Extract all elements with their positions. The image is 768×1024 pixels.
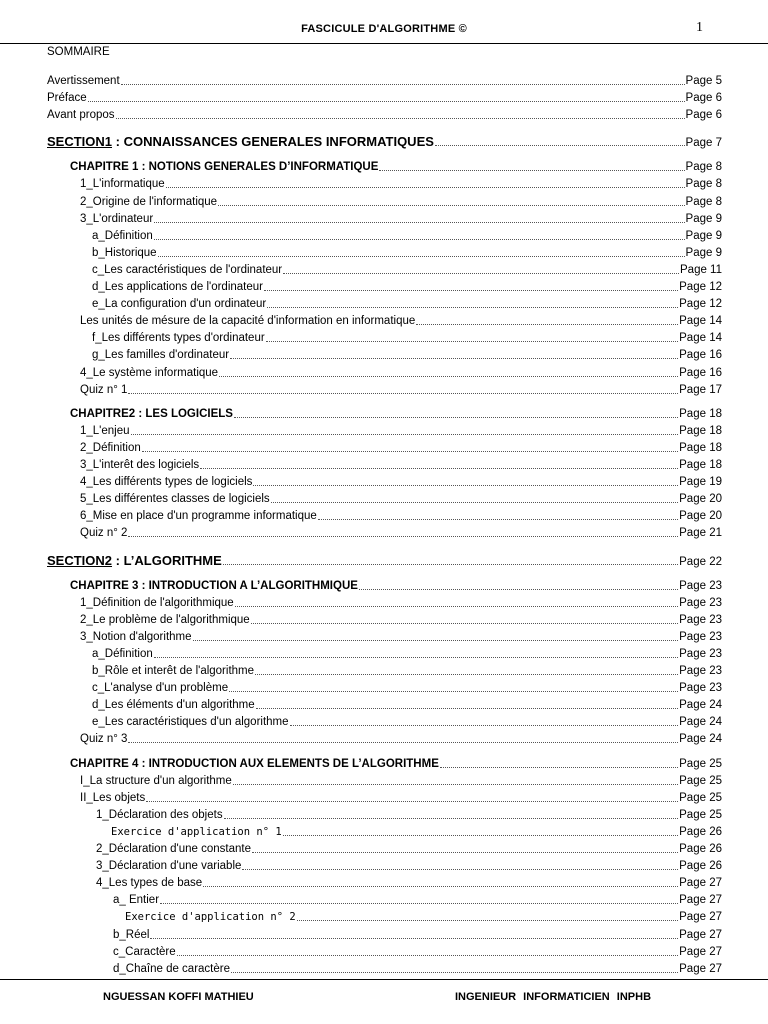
dot-leader [283, 825, 678, 836]
toc-entry-label: a_Définition [92, 647, 153, 660]
toc-entry [92, 714, 722, 730]
toc-entry [70, 756, 722, 772]
toc-entry [80, 508, 722, 524]
toc-entry-page: Page 9 [685, 246, 722, 259]
toc-entry-label: 1_L'informatique [80, 178, 165, 191]
toc-entry-page: Page 27 [679, 911, 722, 924]
toc-entry [70, 406, 722, 422]
toc-entry-label: 4_Les différents types de logiciels [80, 476, 253, 489]
toc-entry [113, 892, 722, 908]
toc-entry-page: Page 16 [679, 349, 722, 362]
dot-leader [128, 732, 678, 743]
dot-leader [267, 297, 678, 308]
toc-entry-label: CHAPITRE2 : LES LOGICIELS [70, 407, 233, 420]
toc-entry [113, 944, 722, 960]
toc-entry [80, 211, 722, 227]
toc-entry-page: Page 8 [685, 195, 722, 208]
toc-entry-label: Avant propos [47, 109, 115, 122]
page-number: 1 [696, 20, 703, 35]
toc-entry-label: 4_Le système informatique [80, 366, 219, 379]
toc-entry-label: CHAPITRE 3 : INTRODUCTION A L’ALGORITHMIQUE [70, 579, 358, 592]
toc-entry-page: Page 21 [679, 527, 722, 540]
toc-entry [80, 790, 722, 806]
toc-entry [80, 440, 722, 456]
toc-entry-label: a_Définition [92, 229, 153, 242]
toc-entry-page: Page 25 [679, 774, 722, 787]
section-number: SECTION2 [47, 552, 113, 568]
toc-entry [70, 159, 722, 175]
toc-entry-page: Page 23 [679, 665, 722, 677]
dot-leader [252, 842, 678, 853]
dot-leader [88, 91, 685, 102]
dot-leader [290, 715, 679, 726]
toc-entry [80, 194, 722, 210]
toc-entry-label: 1_Définition de l'algorithmique [80, 596, 234, 609]
toc-entry [96, 875, 722, 891]
toc-entry [92, 680, 722, 696]
document-title: FASCICULE D'ALGORITHME © [301, 23, 467, 35]
toc-entry [92, 279, 722, 295]
dot-leader [251, 613, 678, 624]
footer-rule [0, 979, 768, 980]
toc-entry [80, 457, 722, 473]
dot-leader [379, 160, 684, 171]
toc-entry [80, 612, 722, 628]
toc-entry-label: b_Historique [92, 246, 157, 259]
toc-entry-page: Page 23 [679, 613, 722, 626]
toc-entry-page: Page 18 [679, 441, 722, 454]
toc-entry-label: d_Chaîne de caractère [113, 962, 230, 975]
toc-entry-page: Page 19 [679, 476, 722, 489]
toc-entry-page: Page 8 [685, 178, 722, 191]
dot-leader [297, 910, 678, 921]
toc-entry [47, 553, 722, 569]
dot-leader [200, 458, 678, 469]
toc-entry-label: Exercice d'application n° 2 [125, 911, 296, 924]
toc-entry-page: Page 14 [679, 332, 722, 345]
toc-entry-label: 4_Les types de base [96, 877, 203, 890]
toc-entry-label: Préface [47, 92, 87, 105]
toc-entry-label: e_La configuration d'un ordinateur [92, 298, 267, 311]
header-rule [0, 43, 768, 44]
toc-entry-label: 2_Le problème de l'algorithmique [80, 613, 250, 626]
toc-entry-page: Page 20 [679, 493, 722, 506]
dot-leader [154, 212, 684, 223]
toc-entry-page: Page 18 [679, 407, 722, 420]
toc-entry-page: Page 27 [679, 894, 722, 907]
dot-leader [242, 859, 678, 870]
dot-leader [158, 246, 685, 257]
dot-leader [253, 475, 678, 486]
toc-entry-label: f_Les différents types d'ordinateur [92, 332, 265, 345]
dot-leader [230, 348, 678, 359]
toc-entry-label: Avertissement [47, 75, 120, 87]
toc-entry-page: Page 7 [685, 137, 722, 150]
toc-entry-page: Page 27 [679, 877, 722, 890]
toc-entry-page: Page 12 [679, 298, 722, 311]
toc-entry [47, 134, 722, 150]
toc-entry [47, 73, 722, 89]
toc-entry-page: Page 27 [679, 962, 722, 975]
toc-entry [80, 382, 722, 398]
toc-entry-label: 3_L'ordinateur [80, 212, 154, 225]
dot-leader [131, 424, 679, 435]
dot-leader [318, 509, 678, 520]
toc-entry [92, 646, 722, 662]
toc-entry-label: 3_L'interêt des logiciels [80, 459, 200, 471]
toc-entry-label: 5_Les différentes classes de logiciels [80, 493, 270, 506]
dot-leader [146, 791, 678, 802]
dot-leader [142, 441, 678, 452]
toc-entry-label: d_Les applications de l'ordinateur [92, 281, 263, 293]
toc-entry-page: Page 22 [679, 555, 722, 568]
toc-entry-label: c_Caractère [113, 945, 176, 958]
toc-entry-label: d_Les éléments d'un algorithme [92, 699, 255, 712]
toc-entry-label: SECTION1 : CONNAISSANCES GENERALES INFORMATIQUES [47, 134, 434, 150]
toc-entry-label: 2_Déclaration d'une constante [96, 843, 251, 855]
dot-leader [150, 928, 678, 939]
toc-entry-page: Page 26 [679, 860, 722, 873]
toc-entry-page: Page 9 [685, 212, 722, 225]
dot-leader [193, 630, 679, 641]
dot-leader [224, 808, 679, 819]
toc-entry-label: e_Les caractéristiques d'un algorithme [92, 716, 289, 729]
dot-leader [359, 579, 678, 590]
toc-entry [47, 107, 722, 123]
toc-entry-label: Quiz n° 1 [80, 383, 128, 396]
toc-entry [80, 629, 722, 645]
toc-entry-page: Page 27 [679, 945, 722, 958]
toc-entry-page: Page 24 [679, 716, 722, 729]
toc-entry [96, 841, 722, 857]
toc-entry-page: Page 17 [679, 383, 722, 396]
toc-entry-label: 6_Mise en place d'un programme informatique [80, 510, 317, 523]
toc-entry [92, 228, 722, 244]
toc-entry-page: Page 9 [685, 229, 722, 242]
toc-entry-page: Page 18 [679, 459, 722, 471]
toc-entry [96, 807, 722, 823]
toc-entry [80, 773, 722, 789]
toc-entry-label: II_Les objets [80, 791, 146, 804]
dot-leader [154, 229, 685, 240]
dot-leader [203, 876, 678, 887]
sommaire-heading: SOMMAIRE [47, 46, 110, 58]
footer-author: NGUESSAN KOFFI MATHIEU [103, 991, 254, 1003]
dot-leader [231, 962, 678, 973]
toc-entry [111, 824, 722, 840]
toc-entry-label: g_Les familles d'ordinateur [92, 349, 230, 362]
toc-entry-label: a_ Entier [113, 894, 160, 907]
toc-entry-label: CHAPITRE 1 : NOTIONS GENERALES D’INFORMATIQUE [70, 161, 379, 174]
toc-entry-label: b_Rôle et interêt de l'algorithme [92, 665, 255, 677]
toc-entry-label: c_L'analyse d'un problème [92, 682, 229, 695]
toc-entry-label: 3_Déclaration d'une variable [96, 860, 242, 873]
dot-leader [128, 526, 678, 537]
toc-entry [80, 423, 722, 439]
section-number: SECTION1 [47, 134, 113, 150]
toc-entry [92, 697, 722, 713]
toc-entry-label: I_La structure d'un algorithme [80, 774, 232, 787]
toc-entry-label: 2_Origine de l'informatique [80, 195, 218, 208]
toc-entry-page: Page 6 [685, 109, 722, 122]
toc-entry-label: Quiz n° 3 [80, 733, 128, 746]
toc-entry [80, 525, 722, 541]
toc-entry [80, 176, 722, 192]
toc-entry-label: Exercice d'application n° 1 [111, 825, 282, 838]
toc-entry [80, 595, 722, 611]
toc-entry [96, 858, 722, 874]
toc-entry-page: Page 26 [679, 825, 722, 838]
toc-entry-page: Page 23 [679, 630, 722, 643]
toc-entry-label: b_Réel [113, 928, 150, 941]
dot-leader [271, 492, 678, 503]
toc-entry-page: Page 24 [679, 733, 722, 746]
dot-leader [229, 681, 678, 692]
toc-entry [113, 961, 722, 977]
toc-entry [92, 296, 722, 312]
dot-leader [255, 664, 678, 675]
toc-entry [80, 731, 722, 747]
toc-entry-page: Page 20 [679, 510, 722, 523]
toc-entry-page: Page 16 [679, 366, 722, 379]
dot-leader [234, 407, 678, 418]
toc-entry [92, 347, 722, 363]
toc-entry-label: Les unités de mésure de la capacité d'information en informatique [80, 315, 416, 328]
toc-entry-page: Page 14 [679, 315, 722, 328]
toc-entry-label: SECTION2 : L’ALGORITHME [47, 552, 222, 568]
toc-entry [70, 578, 722, 594]
toc-entry-page: Page 8 [685, 161, 722, 174]
toc-entry-label: c_Les caractéristiques de l'ordinateur [92, 263, 283, 276]
dot-leader [435, 135, 685, 146]
toc-entry [92, 245, 722, 261]
dot-leader [218, 195, 684, 206]
toc-entry-page: Page 5 [685, 75, 722, 87]
toc-entry [80, 313, 722, 329]
dot-leader [166, 177, 685, 188]
toc-entry-page: Page 24 [679, 699, 722, 712]
dot-leader [177, 945, 679, 956]
toc-entry [80, 491, 722, 507]
toc-entry-label: 3_Notion d'algorithme [80, 630, 192, 643]
dot-leader [121, 74, 685, 85]
footer-role: INGENIEUR INFORMATICIEN INPHB [455, 991, 652, 1003]
dot-leader [154, 647, 678, 658]
dot-leader [266, 331, 678, 342]
dot-leader [160, 893, 678, 904]
toc-entry [80, 365, 722, 381]
toc-entry-label: Quiz n° 2 [80, 527, 128, 540]
toc-entry-page: Page 18 [679, 424, 722, 437]
toc-entry-page: Page 25 [679, 808, 722, 821]
toc-entry-label: 1_L'enjeu [80, 424, 130, 437]
dot-leader [264, 280, 678, 291]
dot-leader [235, 596, 678, 607]
toc-entry-page: Page 6 [685, 92, 722, 105]
dot-leader [128, 383, 678, 394]
dot-leader [219, 366, 678, 377]
dot-leader [256, 698, 678, 709]
dot-leader [283, 263, 679, 274]
dot-leader [233, 774, 678, 785]
toc-entry [47, 90, 722, 106]
toc-entry [113, 927, 722, 943]
toc-entry-page: Page 12 [679, 281, 722, 293]
toc-entry-label: 2_Définition [80, 441, 141, 454]
dot-leader [223, 554, 678, 565]
toc-entry-label: 1_Déclaration des objets [96, 808, 223, 821]
toc-entry-page: Page 27 [679, 928, 722, 941]
toc-entry-label: CHAPITRE 4 : INTRODUCTION AUX ELEMENTS DE L’ALGORITHME [70, 757, 439, 770]
dot-leader [440, 757, 678, 768]
toc-entry-page: Page 25 [679, 757, 722, 770]
toc-entry [80, 474, 722, 490]
toc-entry-page: Page 23 [679, 579, 722, 592]
toc-entry-page: Page 23 [679, 647, 722, 660]
toc-entry-page: Page 26 [679, 843, 722, 855]
toc-entry-page: Page 25 [679, 791, 722, 804]
toc-entry [92, 330, 722, 346]
dot-leader [416, 314, 678, 325]
toc-entry [92, 663, 722, 679]
toc-entry-page: Page 23 [679, 596, 722, 609]
toc-entry-page: Page 23 [679, 682, 722, 695]
dot-leader [116, 108, 685, 119]
toc-entry [92, 262, 722, 278]
toc-entry [125, 909, 722, 925]
toc-entry-page: Page 11 [680, 263, 722, 276]
